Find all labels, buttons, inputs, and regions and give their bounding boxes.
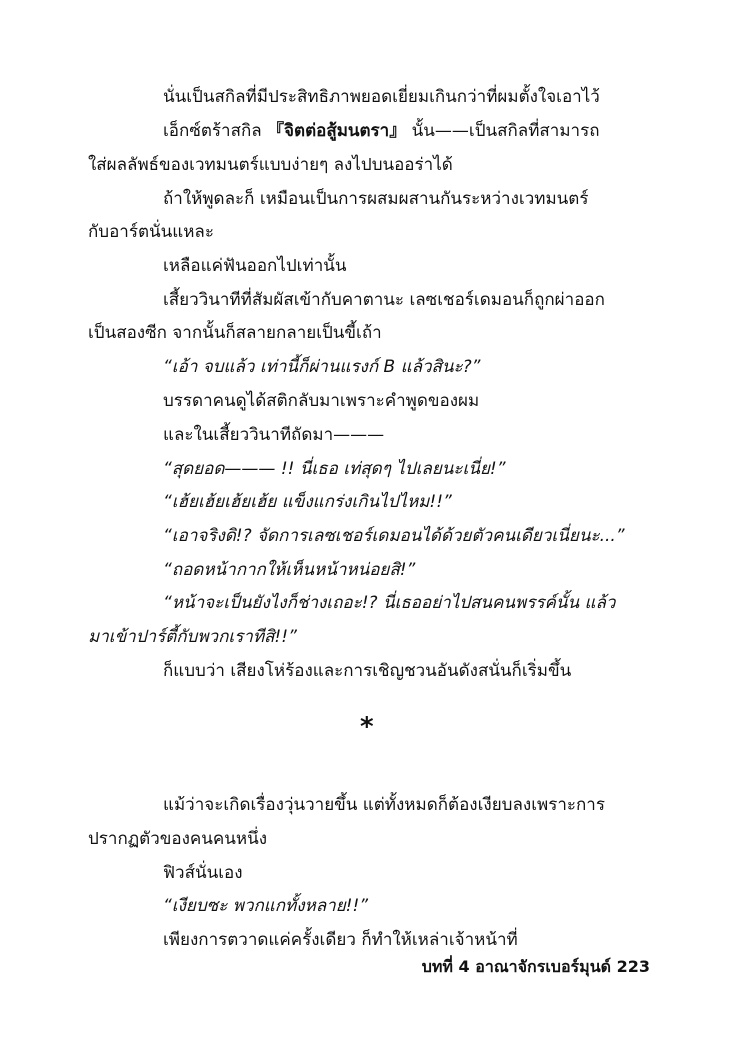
- page-footer: บทที่ 4 อาณาจักรเบอร์มุนด์ 223: [421, 957, 650, 976]
- dialogue-line: “สุดยอด——— !! นี่เธอ เท่สุดๆ ไปเลยนะเนี่ย!”: [163, 459, 506, 479]
- text-segment: นั้น——เป็นสกิลที่สามารถ: [411, 121, 600, 141]
- paragraph-line: เป็นสองซีก จากนั้นก็สลายกลายเป็นขี้เถ้า: [88, 323, 382, 343]
- paragraph-line: ฟิวส์นั่นเอง: [163, 863, 243, 883]
- paragraph-line: แม้ว่าจะเกิดเรื่องวุ่นวายขึ้น แต่ทั้งหมดก็ต้องเงียบลงเพราะการ: [163, 795, 605, 815]
- paragraph-line: [0, 118, 738, 144]
- text-segment: เอ็กซ์ตร้าสกิล: [163, 121, 262, 141]
- paragraph-line: ก็แบบว่า เสียงโห่ร้องและการเชิญชวนอันดังสนั่นก็เริ่มขึ้น: [163, 661, 572, 681]
- paragraph-line: เสี้ยววินาทีที่สัมผัสเข้ากับคาตานะ เลซเชอร์เดมอนก็ถูกผ่าออก: [163, 290, 605, 310]
- paragraph-line: เพียงการตวาดแค่ครั้งเดียว ก็ทำให้เหล่าเจ้าหน้าที่: [163, 930, 518, 950]
- paragraph-line: เหลือแค่ฟันออกไปเท่านั้น: [163, 256, 347, 276]
- dialogue-line: “เอาจริงดิ!? จัดการเลซเชอร์เดมอนได้ด้วยตัวคนเดียวเนี่ยนะ...”: [163, 526, 625, 546]
- dialogue-line: “เฮ้ยเฮ้ยเฮ้ยเฮ้ย แข็งแกร่งเกินไปไหม!!”: [163, 492, 452, 512]
- paragraph-line: ถ้าให้พูดละก็ เหมือนเป็นการผสมผสานกันระหว่างเวทมนตร์: [163, 189, 589, 209]
- dialogue-line: “เอ้า จบแล้ว เท่านี้ก็ผ่านแรงก์ B แล้วสินะ?”: [163, 357, 481, 377]
- dialogue-line: มาเข้าปาร์ตี้กับพวกเราทีสิ!!”: [88, 627, 297, 647]
- paragraph-line: นั่นเป็นสกิลที่มีประสิทธิภาพยอดเยี่ยมเกินกว่าที่ผมตั้งใจเอาไว้: [163, 87, 600, 107]
- skill-name: 『จิตต่อสู้มนตรา』: [267, 121, 407, 141]
- section-separator: *: [360, 712, 374, 742]
- paragraph-line: กับอาร์ตนั่นแหละ: [88, 222, 214, 242]
- dialogue-line: “ถอดหน้ากากให้เห็นหน้าหน่อยสิ!”: [163, 560, 416, 580]
- dialogue-line: “เงียบซะ พวกแกทั้งหลาย!!”: [163, 896, 369, 916]
- paragraph-line: ปรากฏตัวของคนคนหนึ่ง: [88, 829, 268, 849]
- paragraph-line: บรรดาคนดูได้สติกลับมาเพราะคำพูดของผม: [163, 391, 480, 411]
- dialogue-line: “หน้าจะเป็นยังไงก็ช่างเถอะ!? นี่เธออย่าไปสนคนพรรค์นั้น แล้ว: [163, 593, 616, 613]
- paragraph-line: ใส่ผลลัพธ์ของเวทมนตร์แบบง่ายๆ ลงไปบนออร่าได้: [88, 155, 453, 175]
- paragraph-line: และในเสี้ยววินาทีถัดมา———: [163, 425, 385, 445]
